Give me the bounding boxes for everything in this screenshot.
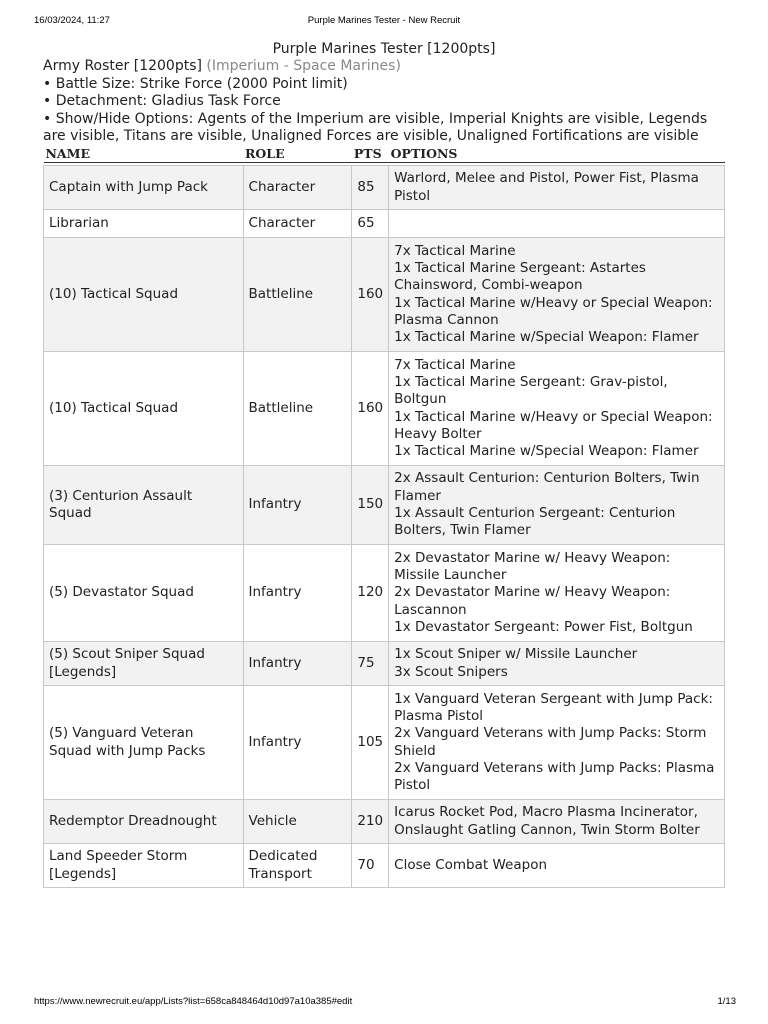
table-row (44, 686, 725, 800)
unit-pts-cell: 105 (352, 686, 389, 800)
option-line: 1x Tactical Marine Sergeant: Grav-pistol, Boltgun (394, 373, 668, 408)
table-header-row (44, 145, 725, 163)
unit-pts-cell: 160 (352, 238, 389, 352)
option-line: 1x Devastator Sergeant: Power Fist, Boltgun (394, 618, 693, 635)
faction-label: (Imperium - Space Marines) (206, 58, 401, 74)
unit-name-cell: (10) Tactical Squad (44, 352, 244, 466)
page-number: 1/13 (717, 996, 736, 1007)
unit-name-cell: Redemptor Dreadnought (44, 800, 244, 844)
unit-options-cell (389, 352, 725, 466)
table-row (44, 844, 725, 888)
column-header-name: NAME (44, 145, 244, 163)
option-line: 1x Vanguard Veteran Sergeant with Jump Pack: Plasma Pistol (394, 690, 713, 724)
unit-options-cell (389, 210, 725, 238)
option-line: 1x Tactical Marine w/Heavy or Special Weapon: Heavy Bolter (394, 408, 713, 442)
unit-pts-cell: 85 (352, 166, 389, 210)
table-row (44, 238, 725, 352)
unit-name-cell: (3) Centurion Assault Squad (44, 466, 244, 545)
unit-name-cell: Captain with Jump Pack (44, 166, 244, 210)
option-line: 2x Assault Centurion: Centurion Bolters, Twin Flamer (394, 470, 700, 504)
table-row (44, 166, 725, 210)
unit-name-cell: Librarian (44, 210, 244, 238)
army-roster-line (43, 58, 733, 76)
option-line: 7x Tactical Marine (394, 242, 516, 259)
option-line: 7x Tactical Marine (394, 356, 516, 373)
option-line: 1x Tactical Marine w/Special Weapon: Flamer (394, 443, 699, 460)
option-line: Close Combat Weapon (394, 856, 548, 873)
table-row (44, 210, 725, 238)
option-line: 1x Tactical Marine w/Heavy or Special Weapon: Plasma Cannon (394, 294, 713, 328)
column-header-pts: PTS (352, 145, 389, 163)
unit-role-cell: Battleline (243, 238, 352, 352)
detachment-bullet: • Detachment: Gladius Task Force (43, 93, 281, 109)
unit-options-cell (389, 545, 725, 642)
table-row (44, 545, 725, 642)
battle-size-bullet: • Battle Size: Strike Force (2000 Point limit) (43, 75, 348, 92)
army-roster-label: Army Roster [1200pts] (43, 58, 202, 74)
table-row (44, 466, 725, 545)
unit-name-cell: (10) Tactical Squad (44, 238, 244, 352)
unit-options-cell (389, 642, 725, 686)
option-line: 2x Vanguard Veterans with Jump Packs: Plasma Pistol (394, 759, 715, 794)
option-line: 2x Vanguard Veterans with Jump Packs: Storm Shield (394, 725, 707, 759)
unit-name-cell: (5) Vanguard Veteran Squad with Jump Packs (44, 686, 244, 800)
option-line: 1x Tactical Marine Sergeant: Astartes Chainsword, Combi-weapon (394, 259, 646, 294)
unit-role-cell: Character (243, 210, 352, 238)
table-row (44, 642, 725, 686)
option-line: 1x Scout Sniper w/ Missile Launcher (394, 646, 638, 663)
unit-pts-cell: 65 (352, 210, 389, 238)
roster-title: Purple Marines Tester [1200pts] (272, 41, 496, 57)
unit-role-cell: Vehicle (243, 800, 352, 844)
unit-pts-cell: 120 (352, 545, 389, 642)
unit-role-cell: Infantry (243, 466, 352, 545)
unit-name-cell: (5) Scout Sniper Squad [Legends] (44, 642, 244, 686)
roster-info (43, 58, 733, 146)
table-row (44, 352, 725, 466)
unit-pts-cell: 70 (352, 844, 389, 888)
print-header (0, 15, 768, 29)
unit-role-cell: Dedicated Transport (243, 844, 352, 888)
unit-options-cell (389, 166, 725, 210)
roster-table (43, 145, 725, 888)
unit-name-cell: Land Speeder Storm [Legends] (44, 844, 244, 888)
unit-pts-cell: 160 (352, 352, 389, 466)
option-line: 3x Scout Snipers (394, 663, 508, 680)
option-line: 2x Devastator Marine w/ Heavy Weapon: Missile Launcher (394, 549, 671, 584)
option-line: 1x Assault Centurion Sergeant: Centurion Bolters, Twin Flamer (394, 505, 676, 539)
unit-role-cell: Infantry (243, 686, 352, 800)
print-footer (0, 996, 768, 1010)
unit-pts-cell: 210 (352, 800, 389, 844)
unit-role-cell: Infantry (243, 545, 352, 642)
unit-options-cell (389, 844, 725, 888)
unit-role-cell: Character (243, 166, 352, 210)
unit-options-cell (389, 686, 725, 800)
table-row (44, 800, 725, 844)
option-line: Warlord, Melee and Pistol, Power Fist, Plasma Pistol (394, 170, 699, 204)
unit-role-cell: Battleline (243, 352, 352, 466)
print-document-title: Purple Marines Tester - New Recruit (307, 15, 461, 26)
unit-pts-cell: 150 (352, 466, 389, 545)
unit-role-cell: Infantry (243, 642, 352, 686)
page-url: https://www.newrecruit.eu/app/Lists?list=658ca848464d10d97a10a385#edit (34, 996, 353, 1007)
column-header-options: OPTIONS (389, 145, 725, 163)
option-line: 1x Tactical Marine w/Special Weapon: Flamer (394, 329, 699, 346)
option-line: 2x Devastator Marine w/ Heavy Weapon: Lascannon (394, 584, 671, 618)
unit-options-cell (389, 800, 725, 844)
print-date: 16/03/2024, 11:27 (34, 15, 110, 26)
roster-table-body (44, 163, 725, 888)
show-hide-options-bullet: • Show/Hide Options: Agents of the Imperium are visible, Imperial Knights are visible, Legends are visible, Titans are visible, Unaligned Forces are visible, Unaligned Fortifications are visible (43, 110, 708, 144)
unit-options-cell (389, 466, 725, 545)
unit-pts-cell: 75 (352, 642, 389, 686)
column-header-role: ROLE (243, 145, 352, 163)
unit-name-cell: (5) Devastator Squad (44, 545, 244, 642)
unit-options-cell (389, 238, 725, 352)
option-line: Icarus Rocket Pod, Macro Plasma Incinerator, Onslaught Gatling Cannon, Twin Storm Bolter (394, 804, 700, 838)
